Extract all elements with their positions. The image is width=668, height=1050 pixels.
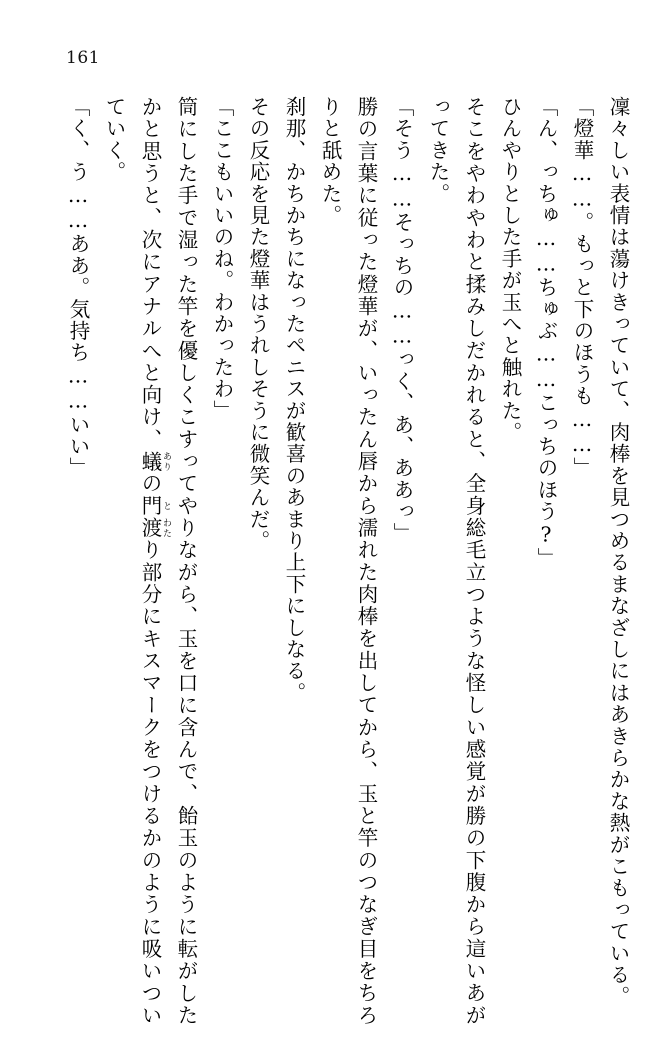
paragraph: 勝の言葉に従った燈華が、いったん唇から濡れた肉棒を出してから、玉と竿のつなぎ目をちろりと舐めた。: [318, 96, 378, 1026]
ruby-annotation: 蟻 あり: [138, 450, 171, 473]
paragraph: 「そう……そっちの……っく、あ、ああっ」: [390, 96, 414, 544]
paragraph: 「燈華……。もっと下のほうも……」: [570, 96, 594, 479]
paragraph: その反応を見た燈華はうれしそうに微笑んだ。: [246, 96, 270, 552]
paragraph: ひんやりとした手が玉へと触れた。: [498, 96, 522, 444]
paragraph: 「ここもいいのね。わかったわ」: [210, 96, 234, 422]
paragraph: そこをやわやわと揉みしだかれると、全身総毛立つような怪しい感覚が勝の下腹から這いあがってきた。: [426, 96, 486, 1026]
paragraph: 凜々しい表情は蕩けきっていて、肉棒を見つめるまなざしにはあきらかな熱がこもっている。: [606, 96, 630, 1008]
paragraph-with-ruby: 筒にした手で湿った竿を優しくこすってやりながら、玉を口に含んで、飴玉のように転がしたかと思うと、次にアナルへと向け、蟻 ありの門 と渡 わたり部分にキスマークをつけるかのように吸いついていく。: [102, 96, 198, 1027]
page-number: 161: [66, 48, 100, 68]
ruby-annotation: 渡 わた: [138, 516, 171, 540]
paragraph: 刹那、かちかちになったペニスが歓喜のあまり上下にしなる。: [282, 96, 306, 704]
ruby-annotation: 門 と: [138, 494, 171, 517]
body-text: [32, 96, 636, 1026]
paragraph: 「く、う……ああ。気持ち……いい」: [66, 96, 90, 479]
paragraph: 「ん、っちゅ……ちゅぶ……こっちのほう?」: [534, 96, 558, 570]
